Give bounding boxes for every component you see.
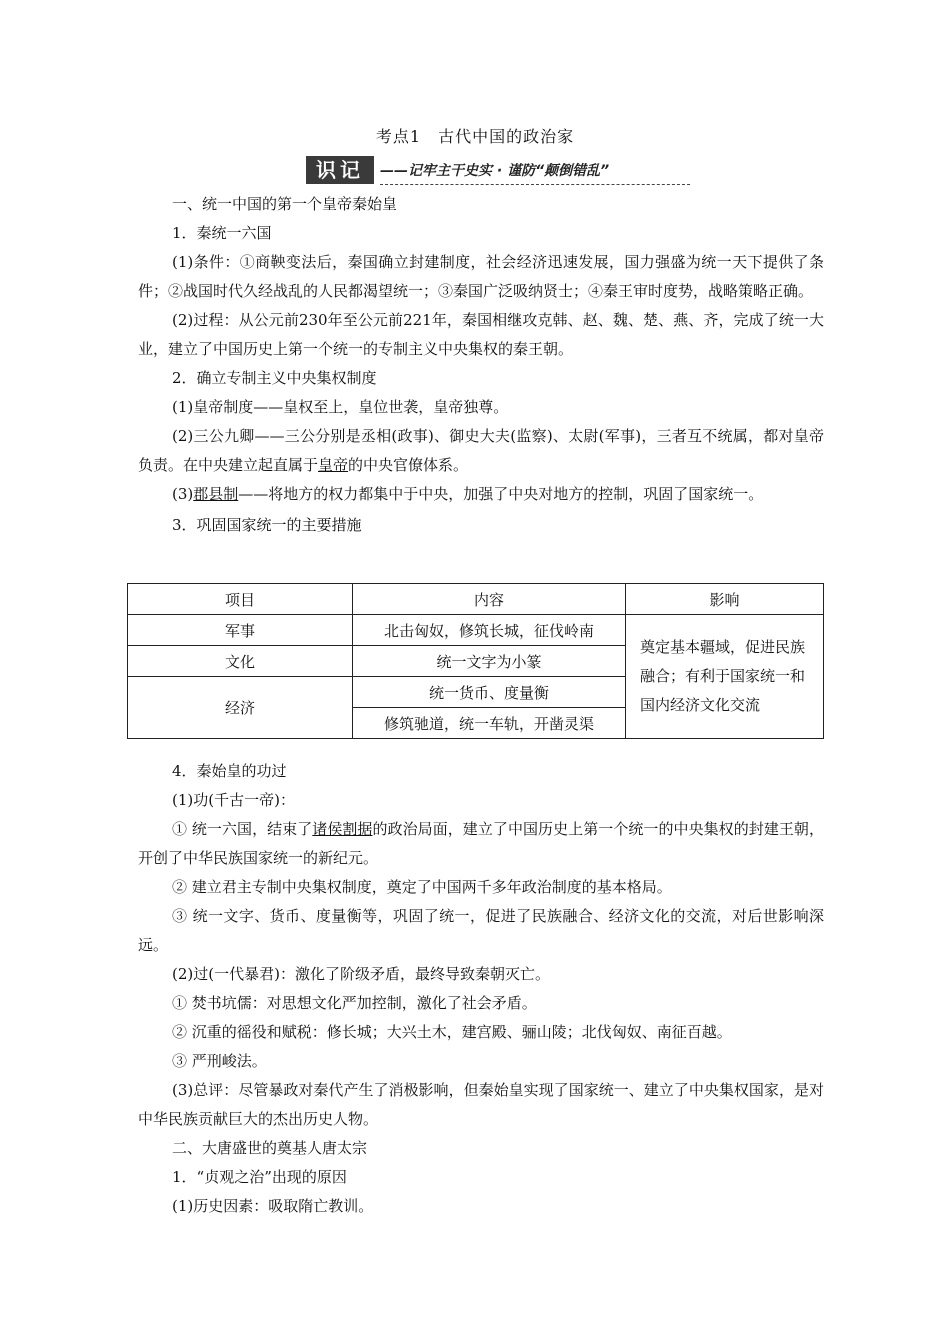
table-cell: 统一货币、度量衡 <box>353 677 626 708</box>
table-cell: 军事 <box>128 615 353 646</box>
table-row <box>128 615 824 646</box>
banner-text: ——记牢主干史实 · 谨防“颠倒错乱” <box>380 163 610 179</box>
paragraph-merit-1: ① 统一六国，结束了诸侯割据的政治局面，建立了中国历史上第一个统一的中央集权的封建王朝，开创了中华民族国家统一的新纪元。 <box>138 820 824 867</box>
paragraph-historical-factor: (1)历史因素：吸取隋亡教训。 <box>172 1197 374 1215</box>
heading-section-two: 二、大唐盛世的奠基人唐太宗 <box>172 1139 368 1157</box>
paragraph-commandery: (3)郡县制——将地方的权力都集中于中央，加强了中央对地方的控制，巩固了国家统一。 <box>172 485 764 503</box>
heading-section-one: 一、统一中国的第一个皇帝秦始皇 <box>172 195 398 213</box>
paragraph-merit: (1)功(千古一帝)： <box>172 791 295 809</box>
table-header-row <box>128 584 824 615</box>
paragraph-fault-3: ③ 严刑峻法。 <box>172 1052 267 1070</box>
paragraph-process: (2)过程：从公元前230年至公元前221年，秦国相继攻克韩、赵、魏、楚、燕、齐，完成了统一大业，建立了中国历史上第一个统一的专制主义中央集权的秦王朝。 <box>138 311 824 358</box>
underlined-term: 郡县制 <box>193 485 239 503</box>
paragraph-emperor-system: (1)皇帝制度——皇权至上，皇位世袭，皇帝独尊。 <box>172 398 509 416</box>
section-merits <box>138 757 824 1221</box>
paragraph-three-ministers: (2)三公九卿——三公分别是丞相(政事)、御史大夫(监察)、太尉(军事)，三者互不统属，都对皇帝负责。在中央建立起直属于皇帝的中央官僚体系。 <box>138 427 824 474</box>
paragraph-merit-2: ② 建立君主专制中央集权制度，奠定了中国两千多年政治制度的基本格局。 <box>172 878 672 896</box>
table-cell: 经济 <box>128 677 353 739</box>
measures-table <box>127 583 824 739</box>
banner-divider <box>380 184 690 185</box>
paragraph-fault-1: ① 焚书坑儒：对思想文化严加控制，激化了社会矛盾。 <box>172 994 537 1012</box>
banner-label: 识记 <box>306 156 374 184</box>
table-cell: 统一文字为小篆 <box>353 646 626 677</box>
subheading-measures: 3．巩固国家统一的主要措施 <box>172 516 362 534</box>
underlined-term: 诸侯割据 <box>312 820 373 838</box>
paragraph-merit-3: ③ 统一文字、货币、度量衡等，巩固了统一，促进了民族融合、经济文化的交流，对后世影响深远。 <box>138 907 824 954</box>
table-header: 影响 <box>626 584 824 615</box>
paragraph-summary: (3)总评：尽管暴政对秦代产生了消极影响，但秦始皇实现了国家统一、建立了中央集权国家，是对中华民族贡献巨大的杰出历史人物。 <box>138 1081 824 1128</box>
paragraph-conditions: (1)条件：①商鞅变法后，秦国确立封建制度，社会经济迅速发展，国力强盛为统一天下提供了条件；②战国时代久经战乱的人民都渴望统一；③秦国广泛吸纳贤士；④秦王审时度势，战略策略正确。 <box>138 253 824 300</box>
table-header: 项目 <box>128 584 353 615</box>
table-cell: 文化 <box>128 646 353 677</box>
table-header: 内容 <box>353 584 626 615</box>
subheading-centralization: 2．确立专制主义中央集权制度 <box>172 369 377 387</box>
subheading-merits: 4．秦始皇的功过 <box>172 762 287 780</box>
underlined-term: 皇帝 <box>318 456 349 474</box>
subheading-zhenguan: 1．“贞观之治”出现的原因 <box>172 1168 347 1186</box>
table-cell: 北击匈奴，修筑长城，征伐岭南 <box>353 615 626 646</box>
paragraph-fault: (2)过(一代暴君)：激化了阶级矛盾，最终导致秦朝灭亡。 <box>172 965 550 983</box>
table-cell: 修筑驰道，统一车轨，开凿灵渠 <box>353 708 626 739</box>
impact-cell: 奠定基本疆域，促进民族融合；有利于国家统一和国内经济文化交流 <box>626 615 824 739</box>
page-title: 考点1 古代中国的政治家 <box>375 127 575 146</box>
subheading-unification: 1．秦统一六国 <box>172 224 272 242</box>
section-one <box>138 190 824 540</box>
paragraph-fault-2: ② 沉重的徭役和赋税：修长城；大兴土木，建宫殿、骊山陵；北伐匈奴、南征百越。 <box>172 1023 732 1041</box>
